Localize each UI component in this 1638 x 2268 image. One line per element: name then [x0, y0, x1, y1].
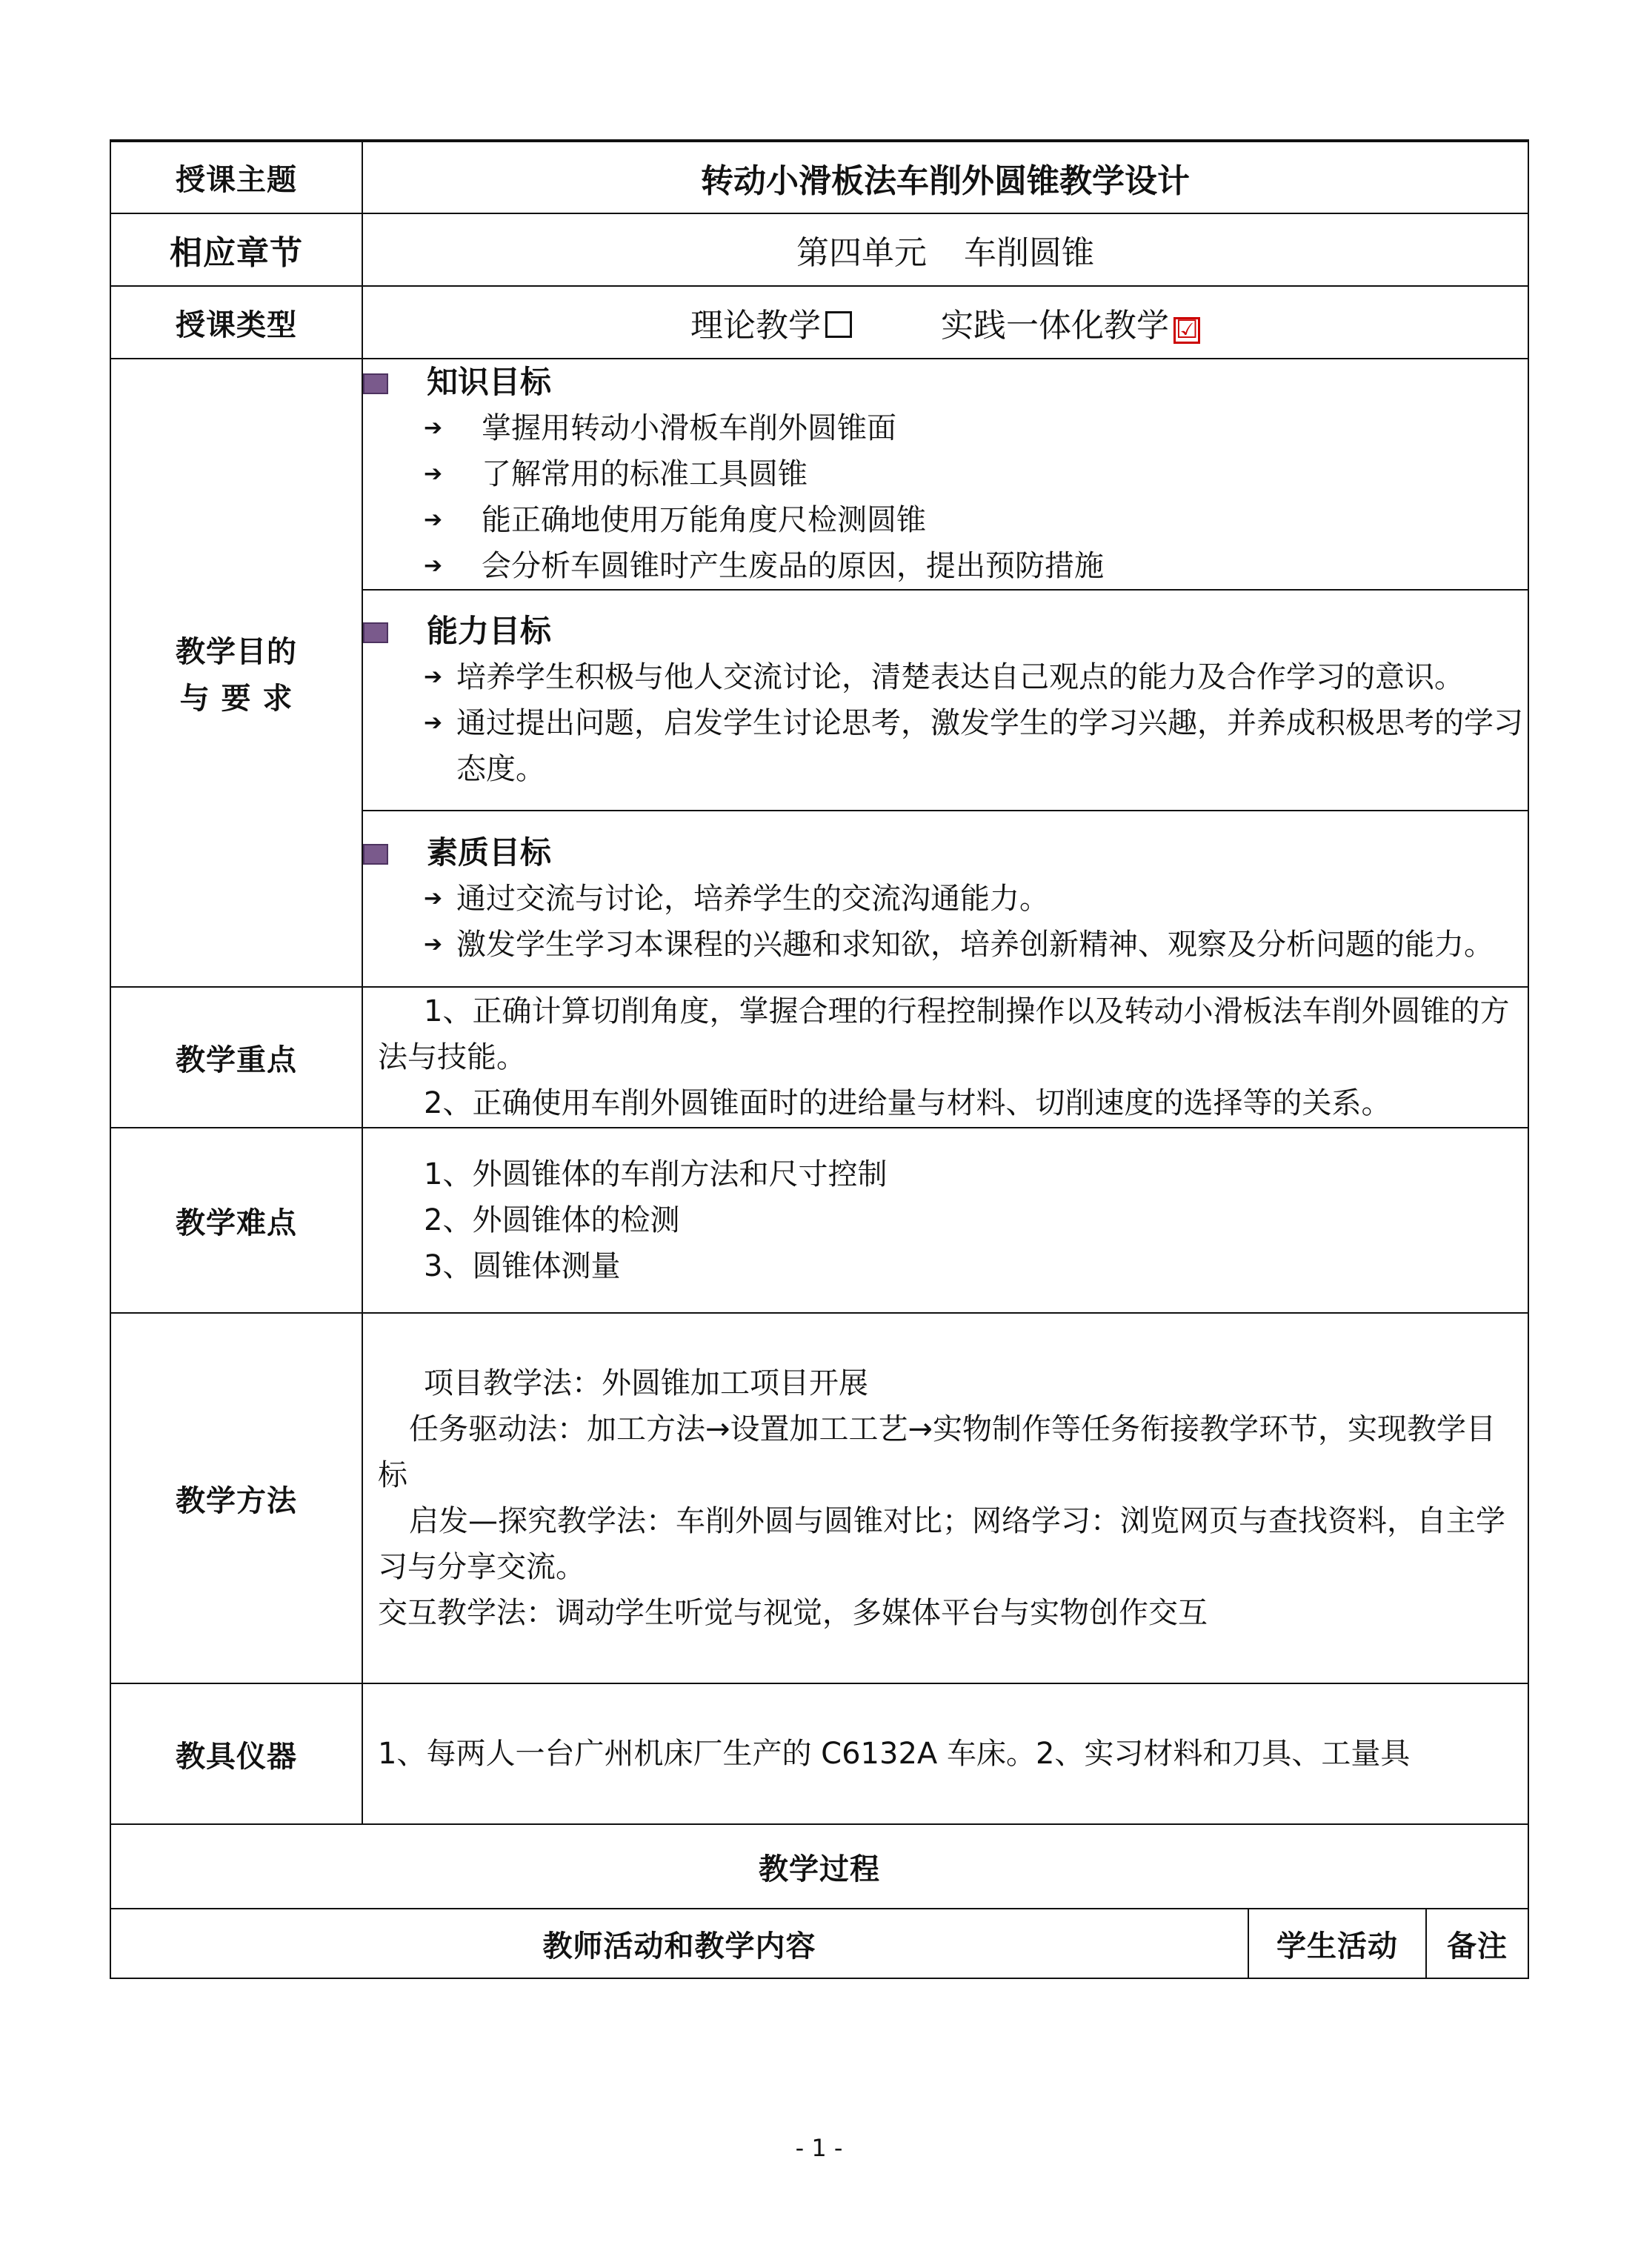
- ability-title-text: 能力目标: [427, 613, 552, 649]
- difficulty-item: 1、外圆锥体的车削方法和尺寸控制: [424, 1157, 888, 1191]
- theory-option-label: 理论教学: [690, 307, 822, 345]
- arrow-bullet-icon: ➔: [424, 553, 443, 579]
- book-bullet-icon: [363, 622, 388, 643]
- difficulties-content: [362, 1128, 1528, 1313]
- quality-section: [362, 811, 1528, 987]
- arrow-bullet-icon: ➔: [424, 664, 443, 690]
- method-item: 交互教学法：调动学生听觉与视觉，多媒体平台与实物创作交互: [378, 1596, 1208, 1630]
- row-process-header: [110, 1909, 1528, 1978]
- arrow-bullet-icon: ➔: [424, 931, 443, 957]
- topic-value: 转动小滑板法车削外圆锥教学设计: [362, 141, 1528, 213]
- ability-title: [363, 608, 1528, 654]
- list-item: [363, 700, 1528, 792]
- chapter-label: 相应章节: [110, 213, 362, 286]
- list-item: [363, 497, 1528, 543]
- lesson-plan-table: [110, 139, 1529, 1979]
- method-item: 启发—探究教学法：车削外圆与圆锥对比；网络学习：浏览网页与查找资料，自主学习与分享交流。: [378, 1504, 1505, 1584]
- list-item: [363, 451, 1528, 497]
- process-title: 教学过程: [110, 1824, 1528, 1909]
- practice-checkbox[interactable]: ☑: [1173, 317, 1200, 344]
- key-point-item: 2、正确使用车削外圆锥面时的进给量与材料、切削速度的选择等的关系。: [424, 1086, 1391, 1120]
- knowledge-item-text: 会分析车圆锥时产生废品的原因，提出预防措施: [482, 549, 1104, 583]
- chapter-value: [362, 213, 1528, 286]
- list-item: [363, 654, 1528, 700]
- type-label: 授课类型: [110, 286, 362, 359]
- objectives-label-line1: 教学目的: [176, 635, 297, 669]
- arrow-bullet-icon: ➔: [424, 507, 443, 533]
- equipment-label: 教具仪器: [110, 1683, 362, 1824]
- difficulty-item: 3、圆锥体测量: [424, 1249, 621, 1283]
- chapter-unit: 第四单元: [796, 234, 928, 272]
- topic-label: 授课主题: [110, 141, 362, 213]
- equipment-content: [362, 1683, 1528, 1824]
- key-points-label: 教学重点: [110, 987, 362, 1128]
- method-item: 任务驱动法：加工方法→设置加工工艺→实物制作等任务衔接教学环节，实现教学目标: [378, 1412, 1496, 1492]
- teacher-activity-header: 教师活动和教学内容: [110, 1909, 1248, 1978]
- list-item: [363, 543, 1528, 589]
- row-equipment: [110, 1683, 1528, 1824]
- methods-label: 教学方法: [110, 1313, 362, 1683]
- book-bullet-icon: [363, 373, 388, 394]
- knowledge-item-text: 了解常用的标准工具圆锥: [482, 457, 808, 491]
- type-options: [362, 286, 1528, 359]
- objectives-label-line2: 与 要 求: [179, 682, 293, 716]
- quality-item-text: 通过交流与讨论，培养学生的交流沟通能力。: [456, 882, 1049, 916]
- arrow-bullet-icon: ➔: [424, 461, 443, 487]
- quality-title-text: 素质目标: [427, 834, 552, 871]
- knowledge-item-text: 能正确地使用万能角度尺检测圆锥: [482, 503, 926, 537]
- method-item: 项目教学法：外圆锥加工项目开展: [424, 1366, 868, 1400]
- row-chapter: [110, 213, 1528, 286]
- row-topic: [110, 141, 1528, 213]
- ability-item-text: 培养学生积极与他人交流讨论，清楚表达自己观点的能力及合作学习的意识。: [456, 660, 1464, 694]
- row-difficulties: [110, 1128, 1528, 1313]
- knowledge-item-text: 掌握用转动小滑板车削外圆锥面: [482, 411, 896, 445]
- arrow-bullet-icon: ➔: [424, 885, 443, 911]
- list-item: [363, 876, 1528, 922]
- row-key-points: [110, 987, 1528, 1128]
- list-item: [363, 922, 1528, 968]
- methods-content: [362, 1313, 1528, 1683]
- row-objectives-knowledge: [110, 359, 1528, 590]
- knowledge-title-text: 知识目标: [427, 364, 552, 400]
- arrow-bullet-icon: ➔: [424, 710, 443, 736]
- quality-item-text: 激发学生学习本课程的兴趣和求知欲，培养创新精神、观察及分析问题的能力。: [456, 928, 1494, 962]
- row-process-title: [110, 1824, 1528, 1909]
- list-item: [363, 405, 1528, 451]
- objectives-label: [110, 359, 362, 987]
- arrow-bullet-icon: ➔: [424, 415, 443, 441]
- page-number: - 1 -: [795, 2134, 843, 2162]
- row-methods: [110, 1313, 1528, 1683]
- quality-title: [363, 830, 1528, 876]
- book-bullet-icon: [363, 844, 388, 865]
- key-point-item: 1、正确计算切削角度，掌握合理的行程控制操作以及转动小滑板法车削外圆锥的方法与技能。: [378, 994, 1510, 1074]
- difficulty-item: 2、外圆锥体的检测: [424, 1203, 680, 1237]
- equipment-text: 1、每两人一台广州机床厂生产的 C6132A 车床。2、实习材料和刀具、工量具: [378, 1737, 1411, 1771]
- key-points-content: [362, 987, 1528, 1128]
- ability-item-text: 通过提出问题，启发学生讨论思考，激发学生的学习兴趣，并养成积极思考的学习态度。: [456, 706, 1523, 786]
- knowledge-title: [363, 359, 1528, 405]
- note-header: 备注: [1426, 1909, 1528, 1978]
- row-type: [110, 286, 1528, 359]
- student-activity-header: 学生活动: [1248, 1909, 1426, 1978]
- chapter-title: 车削圆锥: [964, 234, 1095, 272]
- ability-section: [362, 590, 1528, 811]
- knowledge-section: [362, 359, 1528, 590]
- difficulties-label: 教学难点: [110, 1128, 362, 1313]
- theory-checkbox[interactable]: [825, 311, 852, 338]
- practice-option-label: 实践一体化教学: [941, 307, 1170, 345]
